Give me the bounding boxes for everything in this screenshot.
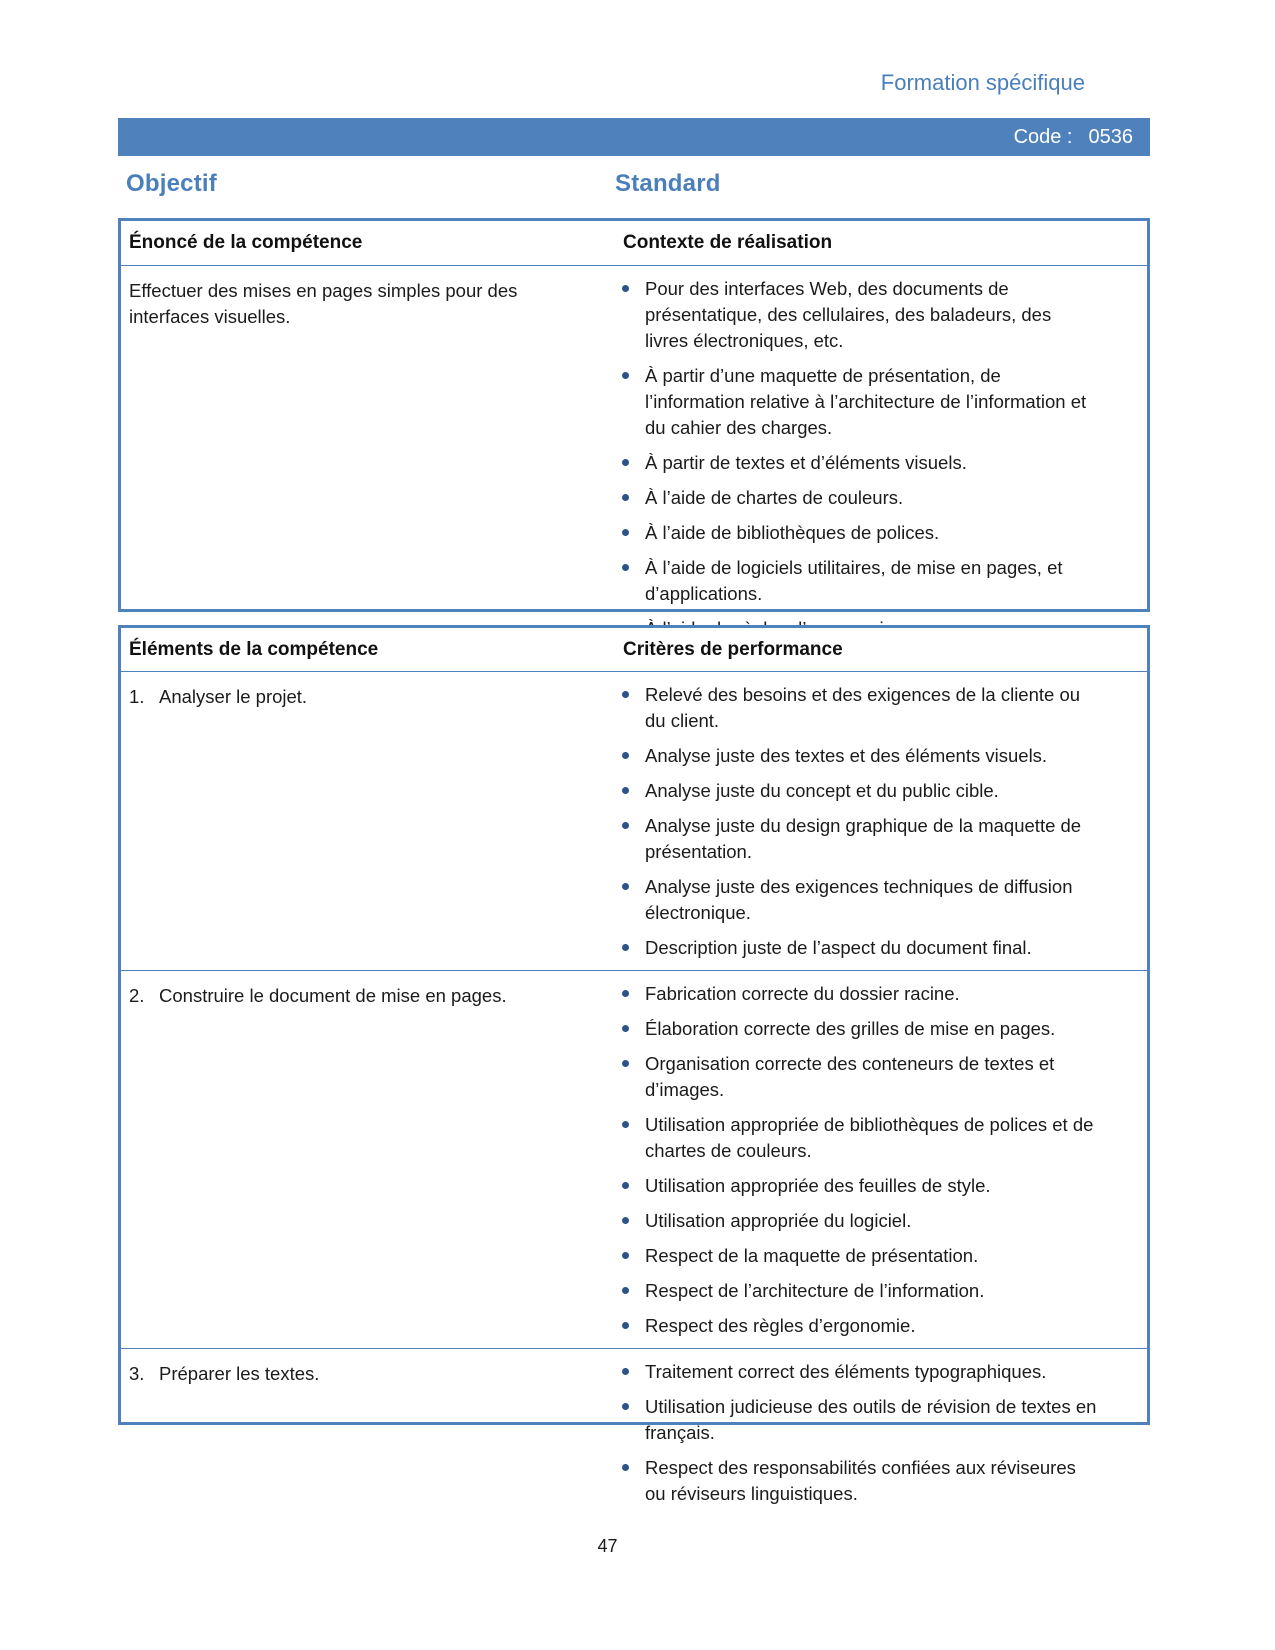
- bullet-item: Utilisation appropriée du logiciel.: [615, 1208, 1099, 1234]
- standard-title: Standard: [615, 170, 721, 197]
- table-row: [121, 1348, 1147, 1516]
- criteres-bullet-list: [615, 682, 1099, 961]
- criteres-cell: [615, 1349, 1147, 1516]
- bullet-item: À l’aide de chartes de couleurs.: [615, 485, 1099, 511]
- bullet-item: Utilisation judicieuse des outils de révision de textes en français.: [615, 1394, 1099, 1446]
- bullet-item: Utilisation appropriée des feuilles de style.: [615, 1173, 1099, 1199]
- criteres-cell: [615, 672, 1147, 970]
- criteres-bullet-list: [615, 1359, 1099, 1507]
- bullet-item: Analyse juste des textes et des éléments visuels.: [615, 743, 1099, 769]
- criteres-cell: [615, 971, 1147, 1348]
- element-number: 3.: [129, 1363, 145, 1384]
- bullet-item: Respect des responsabilités confiées aux réviseures ou réviseurs linguistiques.: [615, 1455, 1099, 1507]
- bullet-item: À partir de textes et d’éléments visuels.: [615, 450, 1099, 476]
- bullet-item: Traitement correct des éléments typographiques.: [615, 1359, 1099, 1385]
- contexte-bullet-list: [615, 276, 1099, 677]
- bullet-item: À l’aide de bibliothèques de polices.: [615, 520, 1099, 546]
- bullet-item: Respect de la maquette de présentation.: [615, 1243, 1099, 1269]
- table2-left-header: Éléments de la compétence: [129, 639, 379, 660]
- contexte-cell: [615, 266, 1147, 686]
- bullet-item: Analyse juste des exigences techniques de diffusion électronique.: [615, 874, 1099, 926]
- bullet-item: Analyse juste du concept et du public cible.: [615, 778, 1099, 804]
- element-label: Construire le document de mise en pages.: [159, 985, 507, 1006]
- element-cell: [121, 971, 615, 1348]
- competence-statement: Effectuer des mises en pages simples pour des interfaces visuelles.: [129, 280, 518, 327]
- table1-right-header: Contexte de réalisation: [623, 232, 833, 253]
- element-number: 1.: [129, 686, 145, 707]
- table-row: [121, 672, 1147, 970]
- code-label: Code :: [1013, 126, 1073, 148]
- bullet-item: À partir d’une maquette de présentation, de l’information relative à l’architecture de l’information et du cahier des charges.: [615, 363, 1099, 441]
- bullet-item: Élaboration correcte des grilles de mise en pages.: [615, 1016, 1099, 1042]
- bullet-item: Relevé des besoins et des exigences de la cliente ou du client.: [615, 682, 1099, 734]
- element-label: Analyser le projet.: [159, 686, 308, 707]
- table1-body-row: [121, 266, 1147, 686]
- table1-header-row: [121, 221, 1147, 266]
- bullet-item: Fabrication correcte du dossier racine.: [615, 981, 1099, 1007]
- element-number: 2.: [129, 985, 145, 1006]
- table2-header-row: [121, 628, 1147, 672]
- enonce-contexte-table: [118, 218, 1150, 612]
- bullet-item: Respect de l’architecture de l’information.: [615, 1278, 1099, 1304]
- bullet-item: À l’aide de logiciels utilitaires, de mise en pages, et d’applications.: [615, 555, 1099, 607]
- bullet-item: Pour des interfaces Web, des documents de présentatique, des cellulaires, des baladeurs, des livres électroniques, etc.: [615, 276, 1099, 354]
- bullet-item: Analyse juste du design graphique de la maquette de présentation.: [615, 813, 1099, 865]
- bullet-item: Utilisation appropriée de bibliothèques de polices et de chartes de couleurs.: [615, 1112, 1099, 1164]
- page-number: 47: [597, 1536, 618, 1556]
- element-label: Préparer les textes.: [159, 1363, 320, 1384]
- element-cell: [121, 672, 615, 970]
- code-banner: [118, 118, 1150, 156]
- table2-right-header: Critères de performance: [623, 639, 843, 660]
- bullet-item: Respect des règles d’ergonomie.: [615, 1313, 1099, 1339]
- bullet-item: Organisation correcte des conteneurs de textes et d’images.: [615, 1051, 1099, 1103]
- table1-left-header: Énoncé de la compétence: [129, 232, 363, 253]
- code-value: 0536: [1088, 126, 1133, 148]
- objectif-title: Objectif: [126, 170, 217, 197]
- section-header: Formation spécifique: [880, 70, 1085, 95]
- elements-criteres-table: [118, 625, 1150, 1504]
- element-cell: [121, 1349, 615, 1516]
- table-row: [121, 970, 1147, 1348]
- bullet-item: Description juste de l’aspect du document final.: [615, 935, 1099, 961]
- criteres-bullet-list: [615, 981, 1099, 1339]
